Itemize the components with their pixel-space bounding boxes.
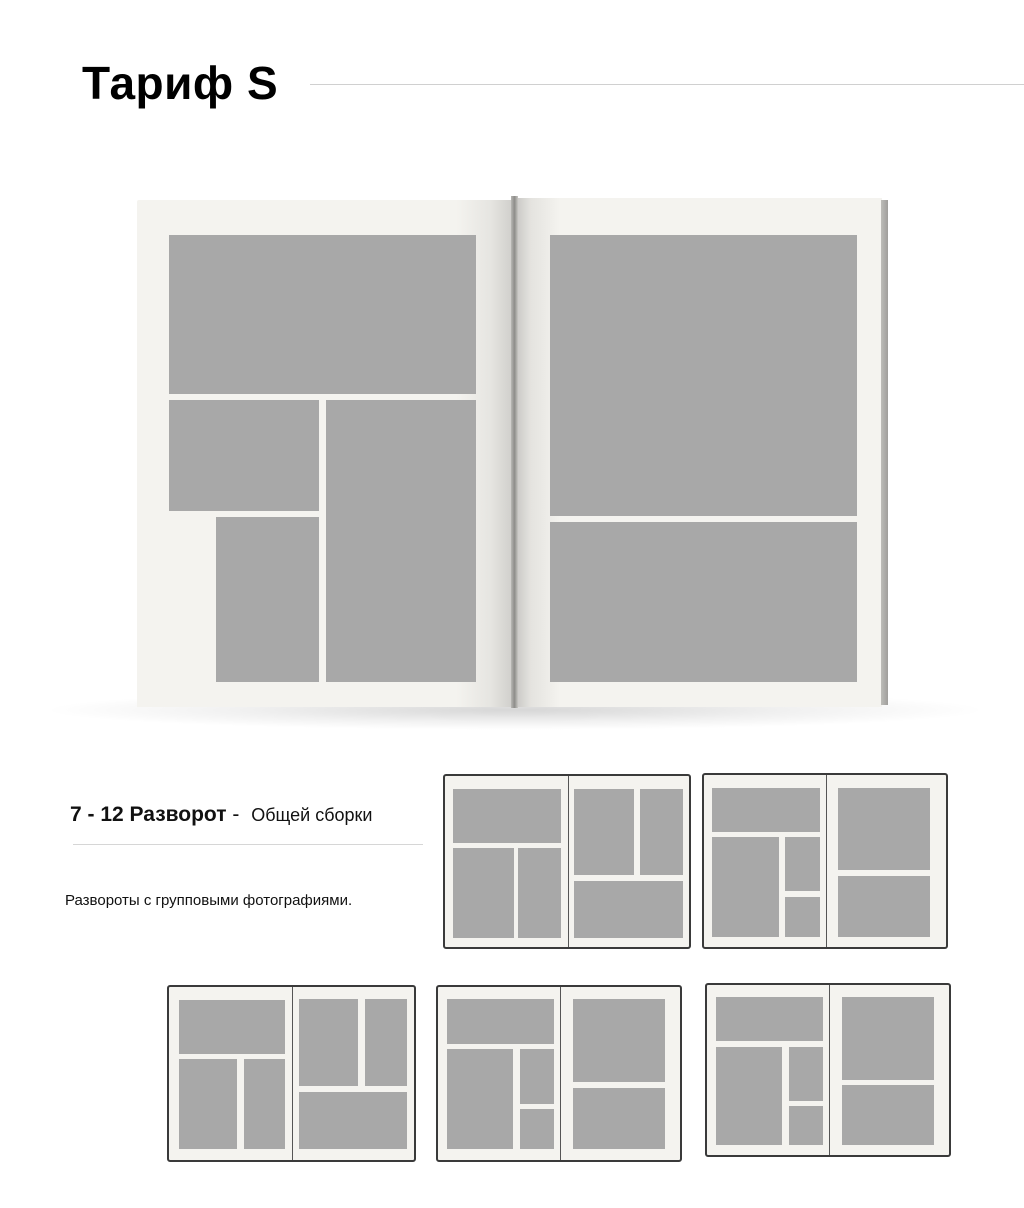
photo-placeholder bbox=[169, 400, 319, 511]
book-spine bbox=[511, 196, 518, 708]
spread-thumbnail bbox=[436, 985, 682, 1162]
photo-placeholder bbox=[712, 837, 779, 937]
photo-placeholder bbox=[216, 517, 319, 682]
photo-placeholder bbox=[842, 997, 934, 1080]
photo-placeholder bbox=[447, 1049, 513, 1149]
spread-fold bbox=[292, 987, 293, 1160]
section-divider bbox=[73, 844, 423, 845]
section-title bbox=[70, 803, 372, 827]
section-title-sub: Общей сборки bbox=[251, 805, 373, 825]
photo-placeholder bbox=[179, 1000, 285, 1054]
spread-fold bbox=[560, 987, 561, 1160]
photo-placeholder bbox=[299, 999, 358, 1086]
photo-placeholder bbox=[712, 788, 820, 832]
spread-thumbnail bbox=[167, 985, 416, 1162]
photo-placeholder bbox=[550, 235, 857, 516]
section-title-strong: 7 - 12 Разворот bbox=[70, 803, 227, 826]
photo-placeholder bbox=[573, 999, 665, 1082]
photo-placeholder bbox=[365, 999, 407, 1086]
section-title-dash: - bbox=[232, 803, 240, 826]
title-divider bbox=[310, 84, 1024, 85]
photo-placeholder bbox=[789, 1047, 823, 1101]
spread-fold bbox=[829, 985, 830, 1155]
photo-placeholder bbox=[785, 897, 820, 937]
photo-placeholder bbox=[842, 1085, 934, 1145]
photo-placeholder bbox=[573, 1088, 665, 1149]
photo-placeholder bbox=[640, 789, 683, 875]
spread-thumbnail bbox=[705, 983, 951, 1157]
photo-placeholder bbox=[574, 881, 683, 938]
photo-placeholder bbox=[785, 837, 820, 891]
photo-placeholder bbox=[716, 1047, 782, 1145]
section-description: Развороты с групповыми фотографиями. bbox=[65, 892, 353, 909]
photo-placeholder bbox=[838, 788, 930, 870]
spread-thumbnail bbox=[443, 774, 691, 949]
page-edge bbox=[881, 200, 888, 705]
photo-placeholder bbox=[179, 1059, 237, 1149]
page-title: Тариф S bbox=[82, 57, 279, 109]
photo-placeholder bbox=[169, 235, 476, 394]
photo-placeholder bbox=[716, 997, 823, 1041]
spread-fold bbox=[826, 775, 827, 947]
photo-placeholder bbox=[574, 789, 634, 875]
photo-placeholder bbox=[520, 1049, 554, 1104]
photo-placeholder bbox=[838, 876, 930, 937]
photo-placeholder bbox=[520, 1109, 554, 1149]
photo-placeholder bbox=[550, 522, 857, 682]
photo-placeholder bbox=[244, 1059, 285, 1149]
photo-placeholder bbox=[447, 999, 554, 1044]
photo-placeholder bbox=[326, 400, 476, 682]
photo-placeholder bbox=[453, 789, 561, 843]
photo-placeholder bbox=[518, 848, 561, 938]
photo-placeholder bbox=[453, 848, 514, 938]
spread-fold bbox=[568, 776, 569, 947]
photo-placeholder bbox=[789, 1106, 823, 1145]
photo-placeholder bbox=[299, 1092, 407, 1149]
spread-thumbnail bbox=[702, 773, 948, 949]
